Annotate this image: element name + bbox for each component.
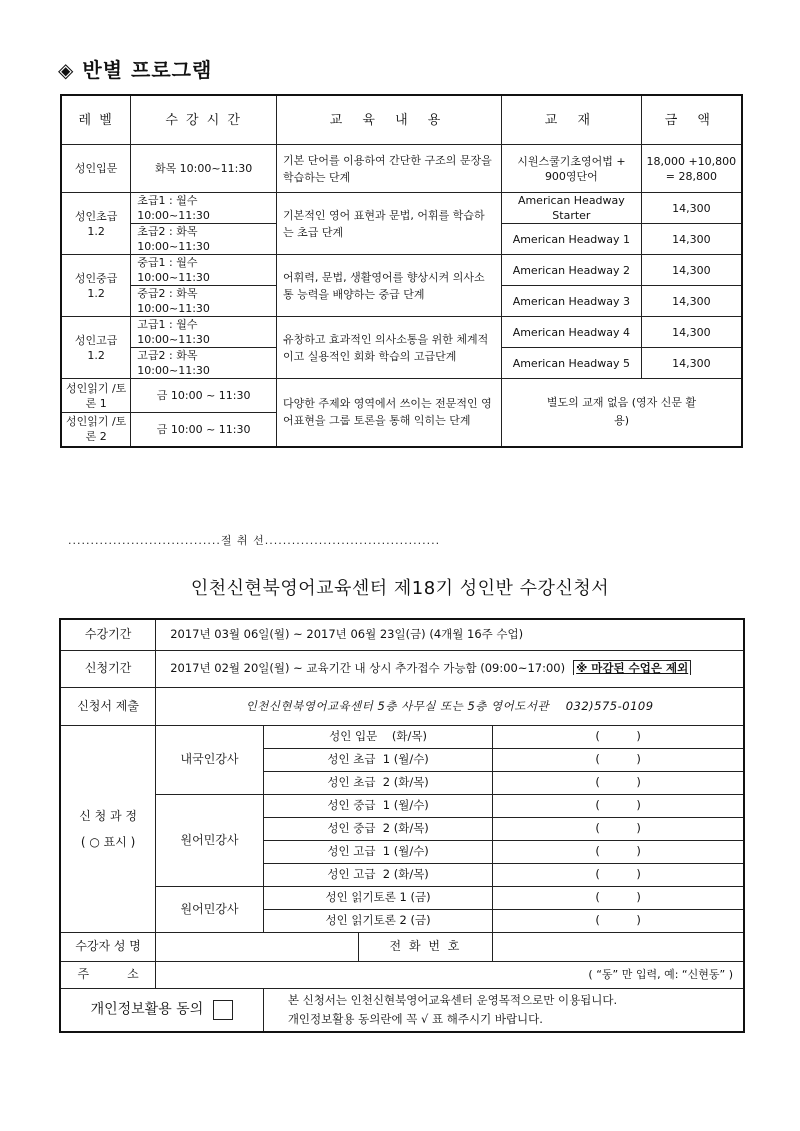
program-row [61,255,742,286]
course-label-sub: ( ○ 표시 ) [80,834,136,849]
form-row-name [60,932,744,961]
phone-label: 전 화 번 호 [358,932,493,961]
form-row-consent [60,988,744,1032]
desc-cell: 다양한 주제와 영역에서 쓰이는 전문적인 영어표현을 그룹 토론을 통해 익히는 단계 [276,379,501,447]
address-field[interactable]: ( “동” 만 입력, 예: “신현동” ) [156,961,744,988]
course-mark-field[interactable]: ( ) [493,840,744,863]
application-form [59,618,745,1033]
form-title: 인천신현북영어교육센터 제18기 성인반 수강신청서 [190,578,610,599]
section-title-text: 반별 프로그램 [82,58,213,82]
submit-label: 신청서 제출 [60,687,156,725]
level-cell: 성인중급 1.2 [61,255,131,317]
price-cell: 18,000 +10,800 = 28,800 [641,145,742,193]
level-cell: 성인고급 1.2 [61,317,131,379]
form-row-apply [60,650,744,687]
course-label [60,725,156,932]
section-title [58,54,212,83]
consent-label: 개인정보활용 동의 [90,1001,204,1018]
group-native-teacher: 원어민강사 [156,886,264,932]
time-cell: 금 10:00 ~ 11:30 [131,379,277,413]
course-name: 성인 입문 (화/목) [263,725,492,748]
diamond-icon: ◈ [58,58,75,82]
course-name: 성인 초급 1 (월/수) [263,748,492,771]
level-cell: 성인초급 1.2 [61,193,131,255]
program-row [61,379,742,413]
consent-line-2: 개인정보활용 동의란에 꼭 √ 표 해주시기 바랍니다. [287,1011,543,1026]
program-table [60,94,743,448]
course-mark-field[interactable]: ( ) [493,725,744,748]
apply-label: 신청기간 [60,650,156,687]
course-mark-field[interactable]: ( ) [493,771,744,794]
time-cell: 초급1 : 월수 10:00~11:30 [131,193,277,224]
time-cell: 화목 10:00~11:30 [131,145,277,193]
course-name: 성인 중급 1 (월/수) [263,794,492,817]
header-book: 교 재 [502,95,642,145]
group-native-teacher: 원어민강사 [156,794,264,886]
price-cell: 14,300 [641,286,742,317]
course-row [60,794,744,817]
course-mark-field[interactable]: ( ) [493,886,744,909]
consent-text [263,988,744,1032]
program-header-row [61,95,742,145]
book-cell: 별도의 교재 없음 (영자 신문 활용) [502,379,742,447]
submit-value: 인천신현북영어교육센터 5층 사무실 또는 5층 영어도서관 032)575-0109 [156,687,744,725]
book-cell: American Headway 2 [502,255,642,286]
time-cell: 중급1 : 월수 10:00~11:30 [131,255,277,286]
time-cell: 중급2 : 화목 10:00~11:30 [131,286,277,317]
level-cell: 성인읽기 /토론 2 [61,413,131,447]
course-mark-field[interactable]: ( ) [493,794,744,817]
course-name: 성인 중급 2 (화/목) [263,817,492,840]
price-cell: 14,300 [641,348,742,379]
course-row [60,725,744,748]
book-cell: American Headway 5 [502,348,642,379]
closed-note: ※ 마감된 수업은 제외 [573,660,691,675]
program-row [61,145,742,193]
period-value: 2017년 03월 06일(월) ~ 2017년 06월 23일(금) (4개월 16주 수업) [156,619,744,650]
course-name: 성인 초급 2 (화/목) [263,771,492,794]
course-mark-field[interactable]: ( ) [493,863,744,886]
time-cell: 초급2 : 화목 10:00~11:30 [131,224,277,255]
consent-checkbox[interactable] [213,1000,233,1020]
cut-line: ..................................절 취 선....................................... [68,534,441,547]
course-name: 성인 고급 1 (월/수) [263,840,492,863]
level-cell: 성인입문 [61,145,131,193]
course-name: 성인 고급 2 (화/목) [263,863,492,886]
book-cell: American Headway 3 [502,286,642,317]
course-row [60,886,744,909]
program-row [61,193,742,224]
header-level: 레 벨 [61,95,131,145]
course-name: 성인 읽기토론 1 (금) [263,886,492,909]
desc-cell: 기본 단어를 이용하여 간단한 구조의 문장을 학습하는 단계 [276,145,501,193]
price-cell: 14,300 [641,255,742,286]
header-price: 금 액 [641,95,742,145]
level-cell: 성인읽기 /토론 1 [61,379,131,413]
name-field[interactable] [156,932,358,961]
price-cell: 14,300 [641,193,742,224]
group-korean-teacher: 내국인강사 [156,725,264,794]
header-content: 교 육 내 용 [276,95,501,145]
name-label: 수강자 성 명 [60,932,156,961]
book-cell: American Headway 1 [502,224,642,255]
book-cell: 시원스쿨기초영어법 + 900영단어 [502,145,642,193]
desc-cell: 어휘력, 문법, 생활영어를 향상시켜 의사소통 능력을 배양하는 중급 단계 [276,255,501,317]
course-name: 성인 읽기토론 2 (금) [263,909,492,932]
form-row-submit [60,687,744,725]
program-row [61,317,742,348]
desc-cell: 기본적인 영어 표현과 문법, 어휘를 학습하는 초급 단계 [276,193,501,255]
course-mark-field[interactable]: ( ) [493,909,744,932]
consent-line-1: 본 신청서는 인천신현북영어교육센터 운영목적으로만 이용됩니다. [287,992,618,1007]
time-cell: 고급1 : 월수 10:00~11:30 [131,317,277,348]
form-row-address [60,961,744,988]
price-cell: 14,300 [641,317,742,348]
course-label-main: 신 청 과 정 [79,808,138,823]
apply-value: 2017년 02월 20일(월) ~ 교육기간 내 상시 추가접수 가능함 (09:00~17:00) [170,661,566,675]
apply-cell [156,650,744,687]
desc-cell: 유창하고 효과적인 의사소통을 위한 체계적이고 실용적인 회화 학습의 고급단계 [276,317,501,379]
phone-field[interactable] [493,932,744,961]
period-label: 수강기간 [60,619,156,650]
header-time: 수 강 시 간 [131,95,277,145]
book-cell: American Headway 4 [502,317,642,348]
address-label: 주 소 [60,961,156,988]
book-cell: American Headway Starter [502,193,642,224]
time-cell: 고급2 : 화목 10:00~11:30 [131,348,277,379]
course-mark-field[interactable]: ( ) [493,817,744,840]
time-cell: 금 10:00 ~ 11:30 [131,413,277,447]
form-row-period [60,619,744,650]
course-mark-field[interactable]: ( ) [493,748,744,771]
consent-cell [60,988,263,1032]
price-cell: 14,300 [641,224,742,255]
